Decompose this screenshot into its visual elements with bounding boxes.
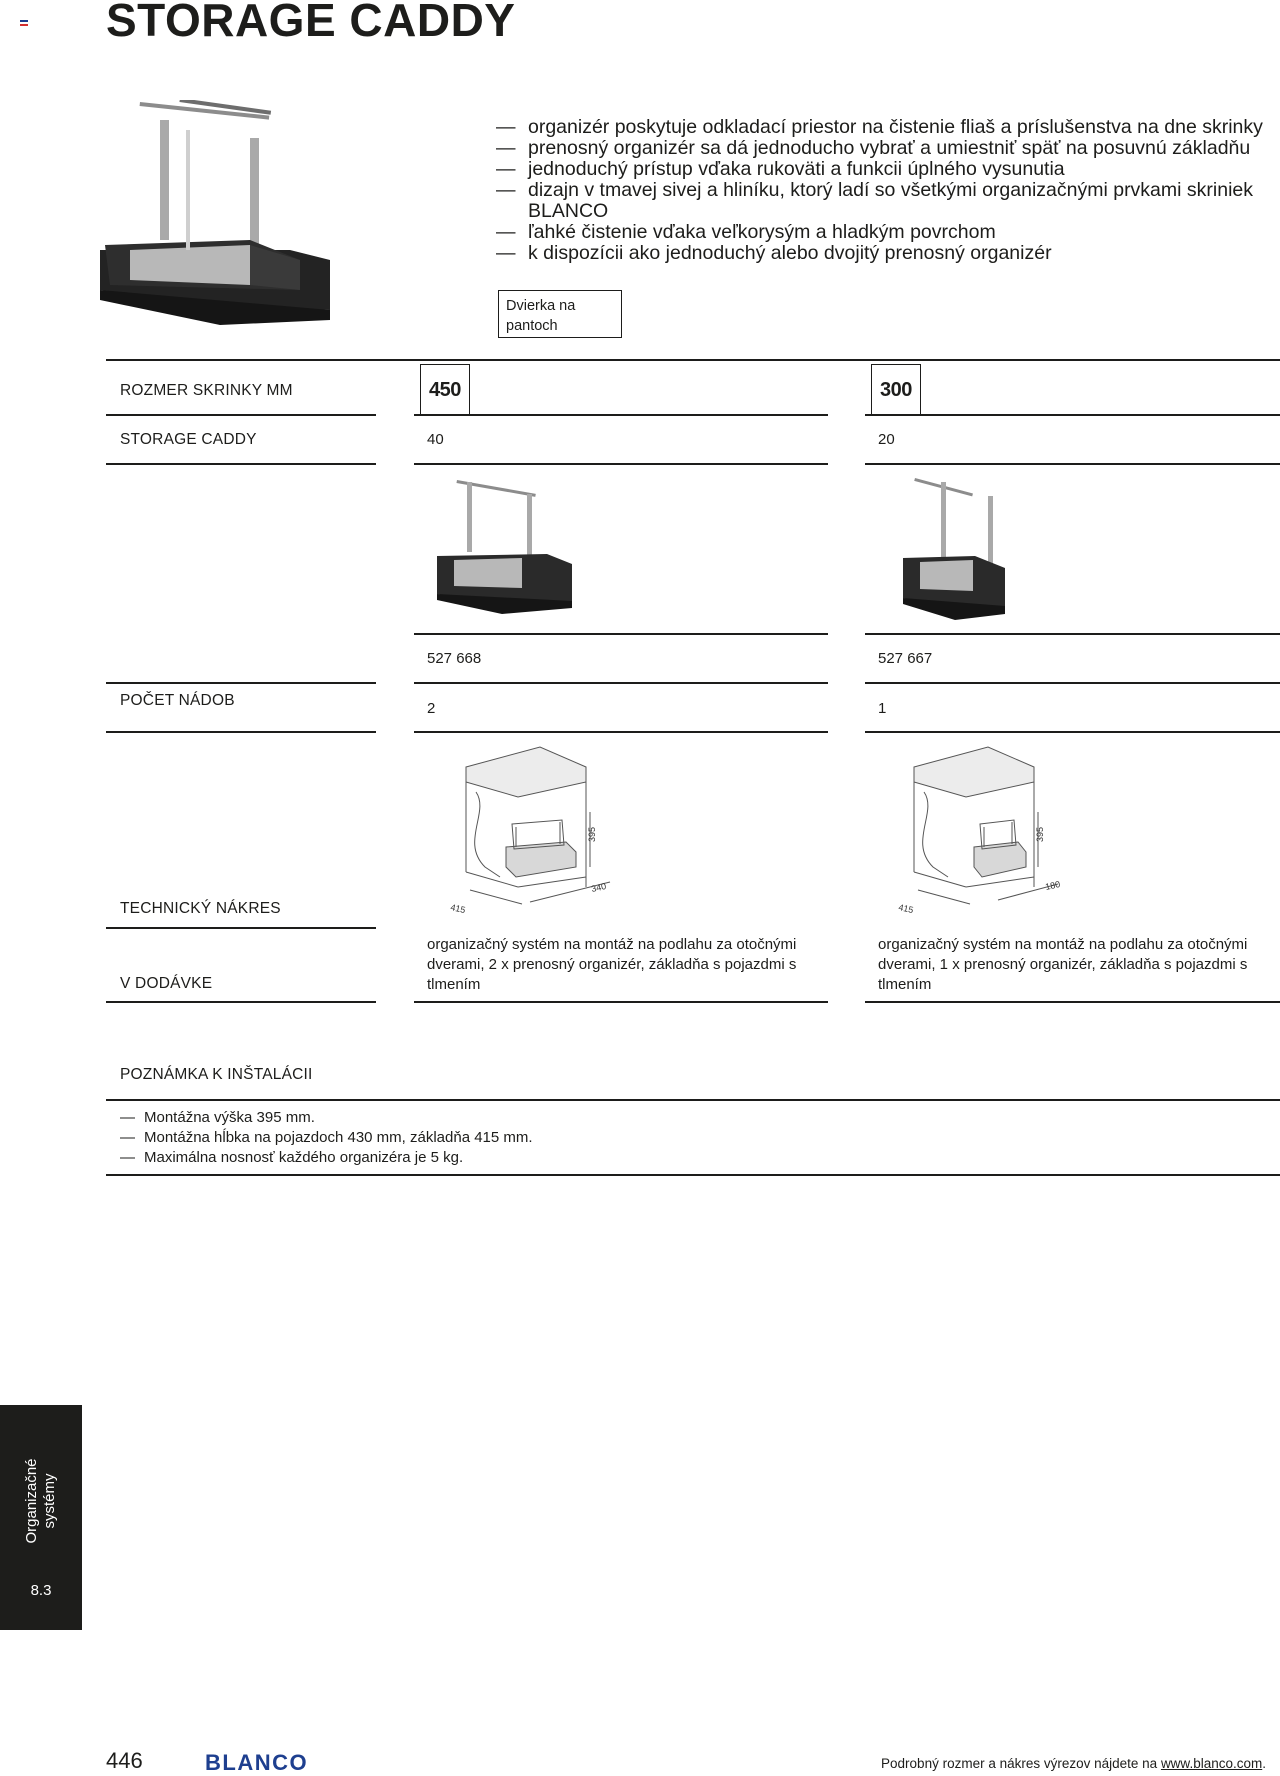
- section-rule: [106, 1174, 1280, 1176]
- feature-list: [496, 117, 1280, 264]
- feature-item: — organizér poskytuje odkladací priestor na čistenie fliaš a príslušenstva na dne skrinky: [496, 117, 1280, 138]
- brand-logo: BLANCO: [205, 1750, 309, 1775]
- door-type-tag: Dvierka na pantoch: [498, 290, 622, 338]
- row-rule: [414, 633, 828, 635]
- row-rule: [865, 414, 1280, 416]
- containers-value-450: 2: [427, 700, 436, 717]
- row-rule: [865, 463, 1280, 465]
- installation-heading: POZNÁMKA K INŠTALÁCII: [120, 1066, 313, 1083]
- product-image-450: [432, 476, 580, 624]
- side-tab-number: 8.3: [30, 1582, 52, 1599]
- feature-item: — dizajn v tmavej sivej a hliníku, ktorý ladí so všetkými organizačnými prvkami skriniek BLANCO: [496, 180, 1280, 222]
- language-flag-icon: [20, 20, 28, 26]
- technical-drawing-450: [440, 742, 620, 917]
- dim-width-300: 415: [897, 902, 915, 916]
- product-value-450: 40: [427, 431, 444, 448]
- row-rule: [106, 731, 376, 733]
- dim-height-300: 395: [1035, 826, 1045, 842]
- row-rule: [865, 682, 1280, 684]
- article-number-450: 527 668: [427, 650, 482, 667]
- product-value-300: 20: [878, 431, 895, 448]
- row-rule: [414, 682, 828, 684]
- website-link[interactable]: www.blanco.com: [1160, 1756, 1263, 1771]
- label-product: STORAGE CADDY: [120, 431, 257, 448]
- row-rule: [414, 414, 828, 416]
- section-rule: [106, 1099, 1280, 1101]
- dim-depth-300: 180: [1044, 879, 1062, 892]
- note-item: — Montážna výška 395 mm.: [120, 1108, 533, 1128]
- product-image-300: [895, 476, 1015, 624]
- side-tab-label: Organizačné systémy: [23, 1458, 58, 1544]
- dim-depth-450: 340: [590, 881, 608, 894]
- size-box-450: 450: [420, 364, 470, 416]
- section-side-tab[interactable]: [0, 1405, 82, 1630]
- row-rule: [865, 731, 1280, 733]
- dim-width-450: 415: [449, 902, 467, 916]
- row-rule: [106, 463, 376, 465]
- label-cabinet-size: ROZMER SKRINKY MM: [120, 382, 293, 399]
- feature-item: — k dispozícii ako jednoduchý alebo dvojitý prenosný organizér: [496, 243, 1280, 264]
- product-image-double: [100, 100, 340, 345]
- row-rule: [414, 731, 828, 733]
- installation-notes: [120, 1108, 533, 1168]
- footer-note: Podrobný rozmer a nákres výrezov nájdete na www.blanco.com.: [881, 1756, 1266, 1771]
- label-delivery: V DODÁVKE: [120, 975, 213, 992]
- size-box-300: 300: [871, 364, 921, 416]
- label-containers: POČET NÁDOB: [120, 692, 235, 709]
- page-title: STORAGE CADDY: [106, 0, 516, 46]
- article-number-300: 527 667: [878, 650, 933, 667]
- row-rule: [865, 633, 1280, 635]
- dim-height-450: 395: [587, 826, 597, 842]
- row-rule: [106, 414, 376, 416]
- delivery-text-300: organizačný systém na montáž na podlahu za otočnými dverami, 1 x prenosný organizér, základňa s pojazdmi s tlmením: [878, 936, 1248, 993]
- row-rule: [106, 1001, 376, 1003]
- row-rule: [106, 682, 376, 684]
- row-rule: [106, 927, 376, 929]
- technical-drawing-300: [888, 742, 1068, 917]
- label-drawing: TECHNICKÝ NÁKRES: [120, 900, 281, 917]
- page-number: 446: [106, 1748, 143, 1773]
- row-rule: [414, 1001, 828, 1003]
- row-rule: [414, 463, 828, 465]
- note-item: — Montážna hĺbka na pojazdoch 430 mm, základňa 415 mm.: [120, 1128, 533, 1148]
- containers-value-300: 1: [878, 700, 887, 717]
- note-item: — Maximálna nosnosť každého organizéra je 5 kg.: [120, 1148, 533, 1168]
- table-top-rule: [106, 359, 1280, 361]
- feature-item: — ľahké čistenie vďaka veľkorysým a hladkým povrchom: [496, 222, 1280, 243]
- delivery-text-450: organizačný systém na montáž na podlahu za otočnými dverami, 2 x prenosný organizér, základňa s pojazdmi s tlmením: [427, 936, 797, 993]
- feature-item: — jednoduchý prístup vďaka rukoväti a funkcii úplného vysunutia: [496, 159, 1280, 180]
- row-rule: [865, 1001, 1280, 1003]
- feature-item: — prenosný organizér sa dá jednoducho vybrať a umiestniť späť na posuvnú základňu: [496, 138, 1280, 159]
